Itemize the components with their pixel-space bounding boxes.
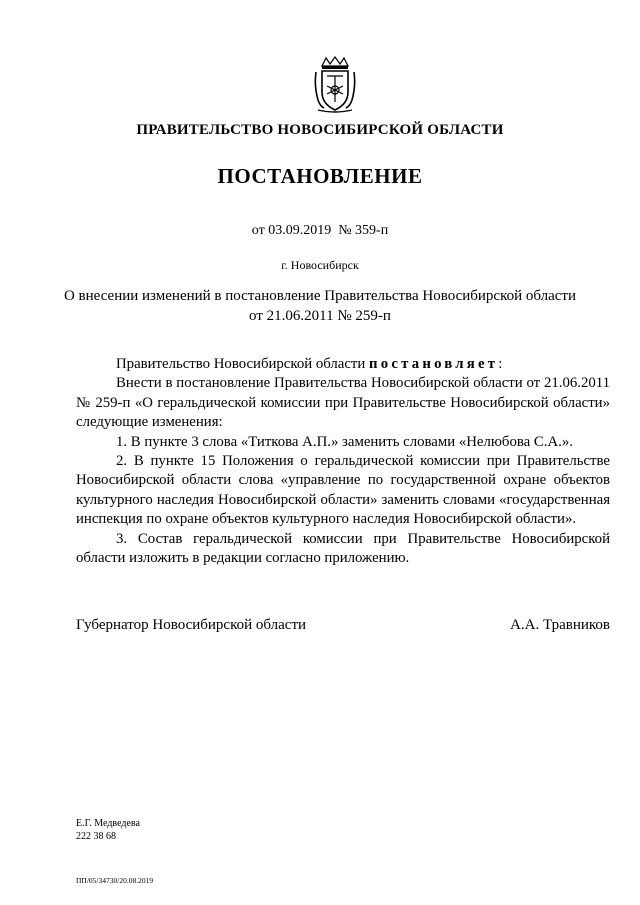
intro-keyword: постановляет: [369, 356, 499, 372]
document-subject: [0, 286, 640, 326]
intro-suffix: :: [498, 356, 503, 372]
item-3: 3. Состав геральдической комиссии при Правительстве Новосибирской области изложить в редакции согласно приложению.: [76, 530, 610, 567]
subject-line-2: от 21.06.2011 № 259-п: [249, 308, 391, 324]
paragraph-amend: Внести в постановление Правительства Новосибирской области от 21.06.2011 № 259-п «О геральдической комиссии при Правительстве Новосибирской области» следующие изменения:: [76, 375, 610, 431]
document-body: [76, 355, 610, 568]
document-reference: ПП/05/34730/20.08.2019: [76, 876, 154, 885]
subject-line-1: О внесении изменений в постановление Правительства Новосибирской области: [63, 288, 577, 304]
signature-block: [76, 617, 610, 634]
executor-name: Е.Г. Медведева: [76, 818, 140, 829]
signatory-position: Губернатор Новосибирской области: [76, 617, 307, 633]
signatory-name: А.А. Травников: [510, 617, 610, 633]
item-1: 1. В пункте 3 слова «Титкова А.П.» заменить словами «Нелюбова С.А.».: [116, 433, 573, 450]
resolution-intro: [76, 355, 610, 374]
intro-prefix: Правительство Новосибирской области: [116, 356, 369, 372]
coat-of-arms-icon: [314, 56, 356, 114]
item-2: 2. В пункте 15 Положения о геральдической комиссии при Правительстве Новосибирской области слова «управление по государственной охране объектов культурного наследия Новосибирской области» заменить словами «государственная инспекция по охране объектов культурного наследия Новосибирской области».: [76, 453, 610, 528]
city-label: г. Новосибирск: [281, 258, 359, 272]
document-date-number: от 03.09.2019 № 359-п: [251, 223, 389, 238]
document-type-title: ПОСТАНОВЛЕНИЕ: [217, 164, 423, 188]
organization-title: ПРАВИТЕЛЬСТВО НОВОСИБИРСКОЙ ОБЛАСТИ: [136, 122, 504, 138]
executor-phone: 222 38 68: [76, 831, 116, 842]
executor-block: [76, 817, 140, 843]
